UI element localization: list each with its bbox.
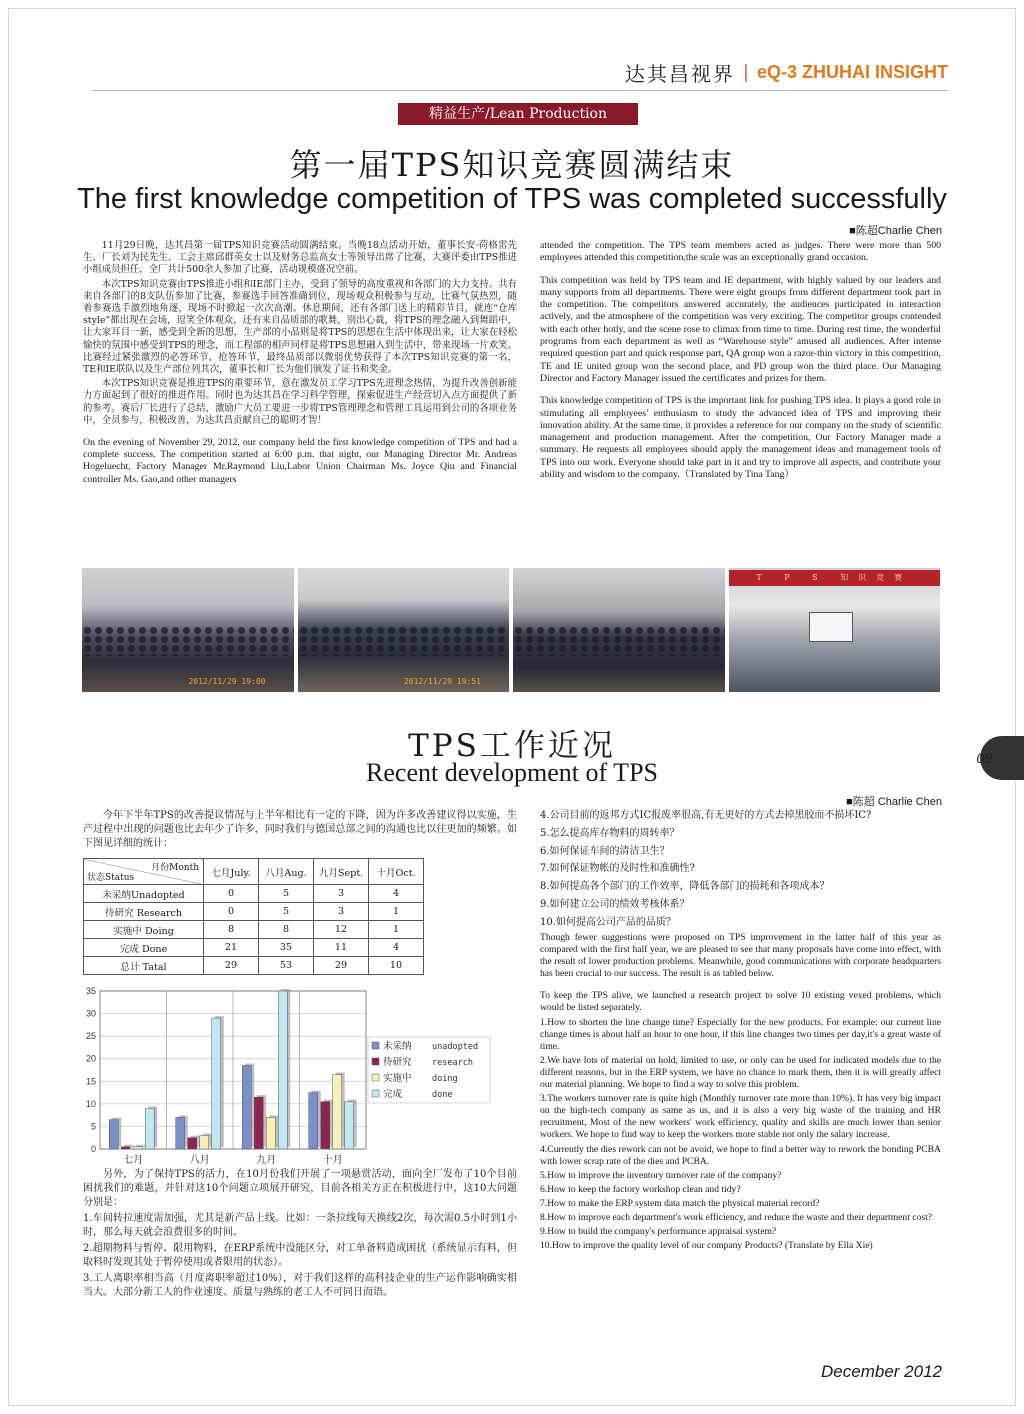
article1-title-cn: 第一届TPS知识竞赛圆满结束 xyxy=(289,146,735,184)
header-rule xyxy=(92,90,948,91)
table-row-label: 实施中 Doing xyxy=(84,921,204,939)
chart-bar xyxy=(121,1147,130,1149)
audience-crowd xyxy=(513,626,725,656)
article2-cn-paragraph: 2.超期物料与暂停、限用物料，在ERP系统中没能区分，对工单备料造成困扰（系统显示有料，但取料时发现其处于暂停使用或者限用的状态）。 xyxy=(83,1243,517,1268)
article1-en-paragraph: This knowledge competition of TPS is the important link for pushing TPS idea. It plays a good role in stimulating all employees’ enthusiasm to study the advanced idea of TPS and improving their innovation ability. At the same time, it provides a reference for our company on the study of scientific management and production management. After the competition, Our Factory Manager made a summary. He requests all employees should apply the management ideas and management tools of TPS into our work. Everyone should take part in it and try to improve all aspects, and contribute your ability and wisdom to the company.（Translated by Tina Tang） xyxy=(540,395,941,481)
table-row xyxy=(84,957,424,975)
article2-right-en xyxy=(540,932,941,1254)
table-cell: 3 xyxy=(314,885,369,903)
table-row-label: 完成 Done xyxy=(84,939,204,957)
y-tick-label: 10 xyxy=(85,1098,96,1109)
competition-photo-speaker xyxy=(298,568,510,692)
article2-left-column xyxy=(83,1168,517,1302)
table-cell: 21 xyxy=(204,939,259,957)
legend-label-en: research xyxy=(432,1058,473,1068)
legend-label-en: done xyxy=(432,1090,453,1100)
table-corner-month: 月份Month xyxy=(151,863,199,873)
article2-right-cn-list xyxy=(540,808,941,933)
masthead-separator: | xyxy=(742,62,749,83)
article2-cn-paragraph: 3.工人离职率相当高（月度离职率超过10%），对于我们这样的高科技企业的生产运作影响确实相当大。大部分新工人的作业速度、质量与熟练的老工人不可同日而语。 xyxy=(83,1273,517,1298)
legend-label-en: unadopted xyxy=(432,1042,479,1052)
chart-bar xyxy=(133,1147,142,1149)
y-tick-label: 30 xyxy=(85,1008,96,1019)
table-cell: 4 xyxy=(369,939,424,957)
photo-timestamp: 2012/11/29 19:00 xyxy=(188,677,266,686)
article1-left-column xyxy=(83,240,517,488)
article2-intro xyxy=(83,809,517,853)
article1-en-paragraph: This competition was held by TPS team and IE department, with highly valued by our leaders and many supports from all departments. There were eight groups from different department took part in the competition. The competitors answered accurately, the audiences participated in interaction actively, and the atmosphere of the competition was very exciting. The competitor groups contended with each other hotly, and the scene rose to climax from time to time. During rest time, the wonderful programs from each department as well as “Warehouse style” amused all audiences. After intense required question part and quick response part, QA group won a razor-thin victory in this competition, TE and IE united group won the second place, and PD group won the third place. Our Managing Director and Factory Manager issued the certificates and prizes for them. xyxy=(540,274,941,384)
legend-label-en: doing xyxy=(432,1074,458,1084)
table-cell: 8 xyxy=(259,921,314,939)
y-tick-label: 35 xyxy=(85,986,96,996)
competition-photo-hall xyxy=(513,568,725,692)
table-header-month: 七月July. xyxy=(204,859,259,885)
legend-label-cn: 完成 xyxy=(383,1089,403,1100)
table-header-month: 九月Sept. xyxy=(314,859,369,885)
legend-label-cn: 待研究 xyxy=(383,1057,412,1068)
y-tick-label: 15 xyxy=(85,1076,96,1087)
table-cell: 35 xyxy=(259,939,314,957)
table-row xyxy=(84,939,424,957)
table-cell: 4 xyxy=(369,885,424,903)
masthead xyxy=(625,58,948,87)
article2-intro-text: 今年下半年TPS的改善提议情况与上半年相比有一定的下降，因为许多改善建议得以实施，生产过程中出现的问题也比去年少了许多，同时我们与德国总部之间的沟通也比以往更加的频繁。如下图见详细的统计： xyxy=(83,810,517,849)
masthead-cn: 达其昌视界 xyxy=(624,62,735,86)
table-row xyxy=(84,885,424,903)
problem-item-en: 10.How to improve the quality level of our company Products? (Translate by Ella Xie) xyxy=(540,1240,873,1252)
competition-photo-stage xyxy=(729,568,941,692)
chart-bar xyxy=(200,1135,209,1149)
article2-cn-paragraph: 1.车间转拉速度需加强，尤其是新产品上线。比如：一条拉线每天换线2次，每次需0.5小时到1小时，那么每天就会浪费很多的时间。 xyxy=(83,1213,517,1238)
legend-label-cn: 未采纳 xyxy=(383,1041,412,1052)
audience-crowd xyxy=(82,626,294,656)
table-cell: 1 xyxy=(369,921,424,939)
article1-cn-paragraph: 本次TPS知识竞赛是推进TPS的重要环节，意在激发员工学习TPS先进理念热情，为提升改善创新能力方面起到了很好的推进作用。同时也为达其昌在学习科学管理，探索促进生产经营切入点方面提供了新的参考。赛后厂长进行了总结，激励广大员工要进一步将TPS管理理念和管理工具运用到公司的各项业务中，全员参与，积极改善，为达其昌贡献自己的聪明才智！ xyxy=(83,378,517,426)
problem-item-cn: 6.如何保证车间的清洁卫生？ xyxy=(540,845,670,857)
table-cell: 29 xyxy=(204,957,259,975)
problem-item-cn: 10.如何提高公司产品的品质？ xyxy=(540,916,676,928)
chart-bar xyxy=(345,1102,354,1149)
masthead-en: eQ-3 ZHUHAI INSIGHT xyxy=(756,62,948,82)
table-cell: 11 xyxy=(314,939,369,957)
chart-bar xyxy=(333,1075,342,1149)
problem-item-en: 9.How to build the company's performance appraisal system? xyxy=(540,1226,777,1238)
photo-timestamp: 2012/11/29 19:51 xyxy=(403,677,481,686)
table-header-month: 十月Oct. xyxy=(369,859,424,885)
status-table xyxy=(83,858,424,975)
chart-bar xyxy=(278,991,287,1149)
table-cell: 8 xyxy=(204,921,259,939)
section-tag: 精益生产/Lean Production xyxy=(398,103,638,125)
x-tick-label: 八月 xyxy=(189,1155,210,1165)
problem-item-cn: 4.公司目前的返邦方式IC报废率很高,有无更好的方式去掉黑胶而不损坏IC? xyxy=(540,810,872,821)
problem-item-en: 6.How to keep the factory workshop clean and tidy? xyxy=(540,1183,741,1195)
table-row xyxy=(84,903,424,921)
chart-bar xyxy=(188,1138,197,1149)
table-cell: 53 xyxy=(259,957,314,975)
article1-en-paragraph: attended the competition. The TPS team members acted as judges. There were more than 500 employees attended this competition,the scale was an exceptionally grand occasion. xyxy=(540,240,941,264)
photo-strip xyxy=(82,568,940,692)
chart-bar xyxy=(254,1097,263,1149)
table-cell: 5 xyxy=(259,885,314,903)
y-tick-label: 20 xyxy=(85,1053,96,1064)
article1-title-en: The first knowledge competition of TPS was completed successfully xyxy=(77,183,947,215)
table-corner xyxy=(84,859,204,885)
audience-crowd xyxy=(298,626,510,656)
table-row-label: 总计 Tatal xyxy=(84,957,204,975)
problem-item-cn: 7.如何保证物帐的及时性和准确性? xyxy=(540,863,695,875)
table-row xyxy=(84,921,424,939)
table-cell: 29 xyxy=(314,957,369,975)
tps-status-chart xyxy=(82,985,502,1165)
legend-swatch xyxy=(372,1090,379,1097)
article1-right-column xyxy=(540,240,941,483)
competition-photo-audience xyxy=(82,568,294,692)
table-cell: 0 xyxy=(204,903,259,921)
problem-item-en: 7.How to make the ERP system data match the physical material record? xyxy=(540,1197,820,1209)
table-row-label: 待研究 Research xyxy=(84,903,204,921)
table-cell: 0 xyxy=(204,885,259,903)
chart-svg xyxy=(82,985,502,1165)
chart-bar xyxy=(266,1117,275,1149)
problem-item-en: 4.Currently the dies rework can not be avoid, we hope to find a better way to rework the bonding PCBA with lower scrap rate of the dies and PCBA. xyxy=(540,1143,941,1167)
table-corner-status: 状态Status xyxy=(87,873,135,883)
article2-title-en: Recent development of TPS xyxy=(366,758,658,787)
article1-author: ■陈超Charlie Chen xyxy=(849,225,942,237)
article1-en-left: On the evening of November 29, 2012, our company held the first knowledge competition of TPS and had a complete success. The competition started at 6:00 p.m. that night, our Managing Director Mr. Andreas Hogeluecht, Factory Manager Mr.Raymond Liu,Labor Union Chairman Ms. Joyce Qiu and Financial controller Ms. Gao,and other managers xyxy=(83,437,517,485)
legend-swatch xyxy=(372,1042,379,1049)
projection-screen xyxy=(809,612,853,642)
article2-title-cn: TPS工作近况 xyxy=(408,728,616,764)
article2-en-paragraph: Though fewer suggestions were proposed on TPS improvement in the latter half of this year as compared with the first half year, we are pleased to see that many proposals have come into effect, with the result of lower production problems. Meanwhile, good communications with corporate headquarters has been crucial to our success. The result is as tabled below. xyxy=(540,932,941,980)
article2-cn-paragraph: 另外，为了保持TPS的活力，在10月份我们开展了一项悬赏活动，面向全厂发布了10个目前困扰我们的难题，并针对这10个问题立项展开研究，目前各相关方正在积极进行中，这10大问题分别是： xyxy=(83,1169,517,1208)
table-cell: 3 xyxy=(314,903,369,921)
x-tick-label: 十月 xyxy=(322,1155,343,1165)
page-number: 09 xyxy=(976,750,992,766)
table-header-month: 八月Aug. xyxy=(259,859,314,885)
chart-bar xyxy=(309,1093,318,1149)
table-cell: 1 xyxy=(369,903,424,921)
table-cell: 12 xyxy=(314,921,369,939)
article1-cn-paragraph: 11月29日晚，达其昌第一届TPS知识竞赛活动圆满结束。当晚18点活动开始，董事长安·荷格雷先生、厂长刘为民先生、工会主席邱群英女士以及财务总监高女士等领导出席了比赛，大赛评委由TPS推进小组成员担任，全厂共计500余人参加了比赛，活动规模盛况空前。 xyxy=(83,240,517,276)
problem-item-en: 1.How to shorten the line change time? Especially for the new products. For example: our current line change times is about half an hour to one hour, if this line changes two times per day,it's a great waste of time. xyxy=(540,1016,941,1052)
article2-en-paragraph: To keep the TPS alive, we launched a research project to solve 10 existing vexed problems, which would be listed separately. xyxy=(540,990,941,1014)
y-tick-label: 5 xyxy=(90,1121,96,1132)
y-tick-label: 0 xyxy=(90,1144,96,1154)
chart-bar xyxy=(212,1018,221,1149)
y-tick-label: 25 xyxy=(85,1031,96,1042)
problem-item-cn: 9.如何建立公司的绩效考核体系？ xyxy=(540,898,690,910)
stage-banner: T P S 知识竞赛 xyxy=(729,570,941,586)
table-cell: 5 xyxy=(259,903,314,921)
chart-bar xyxy=(321,1102,330,1149)
legend-label-cn: 实施中 xyxy=(383,1073,412,1084)
chart-bar xyxy=(176,1117,185,1149)
problem-item-en: 8.How to improve each department's work efficiency, and reduce the waste and their department cost? xyxy=(540,1211,932,1223)
x-tick-label: 九月 xyxy=(256,1155,277,1165)
problem-item-en: 2.We have lots of material on hold, limited to use, or only can be used for indicated models due to the different reasons, but in the ERP system, we have no chance to mark them, then it is will greatly affect our material planning. We hope to find a way to solve this problem. xyxy=(540,1054,941,1091)
article2-author: ■陈超 Charlie Chen xyxy=(846,796,942,808)
problem-item-cn: 5.怎么提高库存物料的周转率？ xyxy=(540,827,680,839)
chart-bar xyxy=(242,1065,251,1149)
x-tick-label: 七月 xyxy=(123,1155,144,1165)
article1-cn-paragraph: 本次TPS知识竞赛由TPS推进小组和IE部门主办，受到了领导的高度重视和各部门的大力支持。共有来自各部门的8支队伍参加了比赛，参赛选手回答准确到位，现场观众积极参与互动，比赛气氛热烈，随着参赛选手激烈地角逐，现场不时掀起一次次高潮。休息期间，还有各部门送上的精彩节目，就连“仓库style”都出现在会场，逗笑全体观众，还有来自品质部的歌舞，别出心裁，将TPS的理念融入到舞蹈中，让大家耳目一新，感受到全新的思想，生产部的小品则是将TPS的思想在生活中体现出来，让大家在轻松愉快的氛围中感受到TPS的理念，而工程部的相声同样是将TPS思想融入到生活中，带来现场一片欢笑。比赛经过紧张激烈的必答环节、抢答环节，最终品质部以微弱优势获得了本次TPS知识竞赛的第一名，TE和IE联队以及生产部位列其次，董事长和厂长为他们颁发了证书和奖金。 xyxy=(83,278,517,376)
problem-item-cn: 8.如何提高各个部门的工作效率，降低各部门的损耗和各项成本？ xyxy=(540,881,830,893)
table-row-label: 未采纳Unadopted xyxy=(84,885,204,903)
issue-date: December 2012 xyxy=(821,1362,942,1381)
problem-item-en: 3.The workers turnover rate is quite high (Monthly turnover rate more than 10%). It has very big impact on the high-tech company as same as us, and it is also a very big waste of the training and HR recruitment, Most of the new workers' work efficiency, quality and skills are much lower than senior workers. We hope to find way to keep the workers more stable not only the salary increase. xyxy=(540,1093,941,1141)
problem-item-en: 5.How to improve the inventory turnover rate of the company? xyxy=(540,1169,782,1181)
chart-bar xyxy=(145,1108,154,1149)
chart-bar xyxy=(109,1120,118,1149)
legend-swatch xyxy=(372,1058,379,1065)
legend-swatch xyxy=(372,1074,379,1081)
table-cell: 10 xyxy=(369,957,424,975)
